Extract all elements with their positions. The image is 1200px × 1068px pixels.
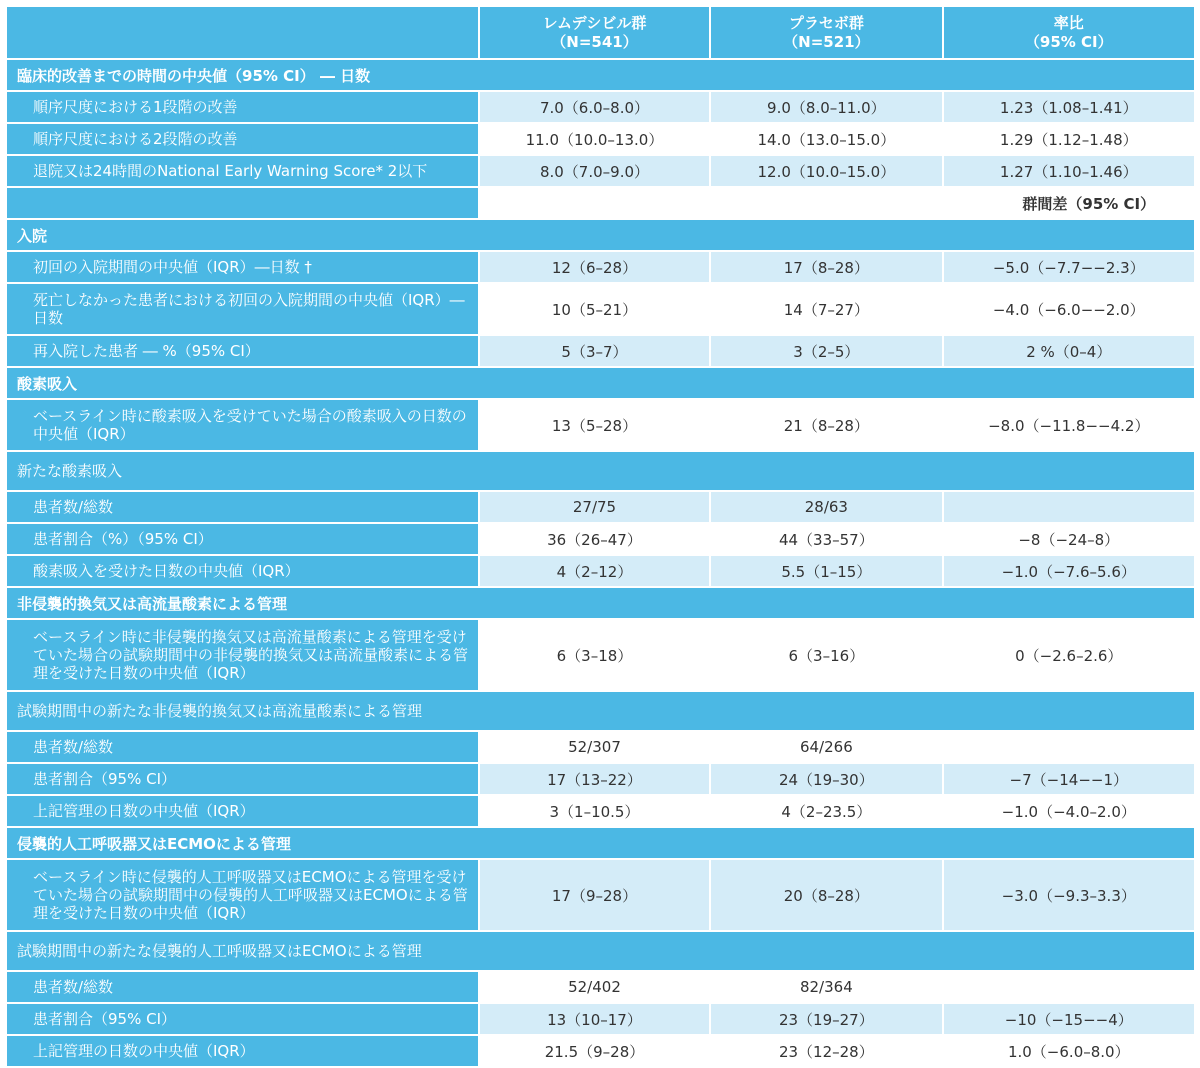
table-row xyxy=(7,1036,1194,1066)
row-label: 患者割合（95% CI） xyxy=(7,764,478,794)
section-title: 入院 xyxy=(7,220,1194,250)
table-row xyxy=(7,92,1194,122)
header-placebo-n: （N=521） xyxy=(783,32,870,51)
table-row xyxy=(7,732,1194,762)
header-rate-ratio xyxy=(944,7,1194,58)
remdesivir-value: 7.0（6.0–8.0） xyxy=(480,92,709,122)
placebo-value: 64/266 xyxy=(711,732,941,762)
row-label: 患者数/総数 xyxy=(7,732,478,762)
placebo-value: 24（19–30） xyxy=(711,764,941,794)
remdesivir-value: 36（26–47） xyxy=(480,524,709,554)
difference-value xyxy=(944,972,1194,1002)
placebo-value: 20（8–28） xyxy=(711,860,941,930)
table-row xyxy=(7,492,1194,522)
remdesivir-value: 12（6–28） xyxy=(480,252,709,282)
header-remdesivir-name: レムデシビル群 xyxy=(542,13,647,32)
difference-value: −4.0（−6.0−−2.0） xyxy=(944,284,1194,334)
row-label: 患者数/総数 xyxy=(7,972,478,1002)
subheading-row xyxy=(7,452,1194,490)
remdesivir-value: 3（1–10.5） xyxy=(480,796,709,826)
row-label: 再入院した患者 ― %（95% CI） xyxy=(7,336,478,366)
placebo-value: 44（33–57） xyxy=(711,524,941,554)
placebo-value: 23（12–28） xyxy=(711,1036,941,1066)
placebo-value: 17（8–28） xyxy=(711,252,941,282)
table-row xyxy=(7,336,1194,366)
remdesivir-value: 17（9–28） xyxy=(480,860,709,930)
row-label: 初回の入院期間の中央値（IQR）―日数 † xyxy=(7,252,478,282)
row-label: 患者割合（95% CI） xyxy=(7,1004,478,1034)
remdesivir-value: 13（10–17） xyxy=(480,1004,709,1034)
row-label: ベースライン時に酸素吸入を受けていた場合の酸素吸入の日数の中央値（IQR） xyxy=(7,400,478,450)
table-row xyxy=(7,400,1194,450)
section-row xyxy=(7,588,1194,618)
table-row xyxy=(7,860,1194,930)
subheading-label: 新たな酸素吸入 xyxy=(7,452,1194,490)
placebo-value: 82/364 xyxy=(711,972,941,1002)
table-row xyxy=(7,972,1194,1002)
section-title: 侵襲的人工呼吸器又はECMOによる管理 xyxy=(7,828,1194,858)
remdesivir-value: 27/75 xyxy=(480,492,709,522)
remdesivir-value: 13（5–28） xyxy=(480,400,709,450)
table-row xyxy=(7,764,1194,794)
difference-value: −1.0（−4.0–2.0） xyxy=(944,796,1194,826)
placebo-value: 21（8–28） xyxy=(711,400,941,450)
results-table xyxy=(5,5,1196,1068)
row-label: 酸素吸入を受けた日数の中央値（IQR） xyxy=(7,556,478,586)
remdesivir-value: 52/307 xyxy=(480,732,709,762)
remdesivir-value: 10（5–21） xyxy=(480,284,709,334)
placebo-value: 6（3–16） xyxy=(711,620,941,690)
subheading-label: 試験期間中の新たな非侵襲的換気又は高流量酸素による管理 xyxy=(7,692,1194,730)
section-row xyxy=(7,828,1194,858)
header-blank-cell xyxy=(7,7,478,58)
row-label: 死亡しなかった患者における初回の入院期間の中央値（IQR）―日数 xyxy=(7,284,478,334)
ratio-value: 1.29（1.12–1.48） xyxy=(944,124,1194,154)
section-row xyxy=(7,60,1194,90)
subheading-label: 試験期間中の新たな侵襲的人工呼吸器又はECMOによる管理 xyxy=(7,932,1194,970)
header-placebo xyxy=(711,7,941,58)
placebo-value: 5.5（1–15） xyxy=(711,556,941,586)
table-row xyxy=(7,252,1194,282)
placebo-value: 4（2–23.5） xyxy=(711,796,941,826)
difference-value: −10（−15−−4） xyxy=(944,1004,1194,1034)
section-row xyxy=(7,220,1194,250)
remdesivir-value: 11.0（10.0–13.0） xyxy=(480,124,709,154)
header-placebo-name: プラセボ群 xyxy=(788,13,864,32)
row-label: 順序尺度における1段階の改善 xyxy=(7,92,478,122)
empty-cell xyxy=(711,188,941,218)
header-ratio-name: 率比 xyxy=(1053,13,1084,32)
table-row xyxy=(7,620,1194,690)
difference-header: 群間差（95% CI） xyxy=(944,188,1194,218)
table-row xyxy=(7,796,1194,826)
section-title: 非侵襲的換気又は高流量酸素による管理 xyxy=(7,588,1194,618)
row-label: 上記管理の日数の中央値（IQR） xyxy=(7,796,478,826)
difference-value: −5.0（−7.7−−2.3） xyxy=(944,252,1194,282)
placebo-value: 23（19–27） xyxy=(711,1004,941,1034)
table-row xyxy=(7,124,1194,154)
section-row xyxy=(7,368,1194,398)
difference-value xyxy=(944,732,1194,762)
table-row xyxy=(7,524,1194,554)
ratio-value: 1.23（1.08–1.41） xyxy=(944,92,1194,122)
difference-value: −1.0（−7.6–5.6） xyxy=(944,556,1194,586)
header-ratio-ci: （95% CI） xyxy=(1024,32,1113,51)
table-row xyxy=(7,556,1194,586)
difference-value: −8（−24–8） xyxy=(944,524,1194,554)
placebo-value: 12.0（10.0–15.0） xyxy=(711,156,941,186)
placebo-value: 3（2–5） xyxy=(711,336,941,366)
placebo-value: 28/63 xyxy=(711,492,941,522)
difference-value: 0（−2.6–2.6） xyxy=(944,620,1194,690)
table-row xyxy=(7,284,1194,334)
section-title: 臨床的改善までの時間の中央値（95% CI） ― 日数 xyxy=(7,60,1194,90)
remdesivir-value: 17（13–22） xyxy=(480,764,709,794)
difference-value xyxy=(944,492,1194,522)
remdesivir-value: 52/402 xyxy=(480,972,709,1002)
section-title: 酸素吸入 xyxy=(7,368,1194,398)
row-label: ベースライン時に非侵襲的換気又は高流量酸素による管理を受けていた場合の試験期間中の非侵襲的換気又は高流量酸素による管理を受けた日数の中央値（IQR） xyxy=(7,620,478,690)
remdesivir-value: 4（2–12） xyxy=(480,556,709,586)
subheading-row xyxy=(7,932,1194,970)
ratio-value: 1.27（1.10–1.46） xyxy=(944,156,1194,186)
row-label: 患者数/総数 xyxy=(7,492,478,522)
results-table-container xyxy=(5,5,1196,1068)
placebo-value: 9.0（8.0–11.0） xyxy=(711,92,941,122)
row-label: 退院又は24時間のNational Early Warning Score* 2以下 xyxy=(7,156,478,186)
difference-value: 1.0（−6.0–8.0） xyxy=(944,1036,1194,1066)
remdesivir-value: 5（3–7） xyxy=(480,336,709,366)
difference-value: −7（−14−−1） xyxy=(944,764,1194,794)
header-remdesivir xyxy=(480,7,709,58)
difference-value: 2 %（0–4） xyxy=(944,336,1194,366)
placebo-value: 14（7–27） xyxy=(711,284,941,334)
remdesivir-value: 21.5（9–28） xyxy=(480,1036,709,1066)
row-label: 順序尺度における2段階の改善 xyxy=(7,124,478,154)
subheading-row xyxy=(7,692,1194,730)
row-label-empty xyxy=(7,188,478,218)
row-label: 患者割合（%）（95% CI） xyxy=(7,524,478,554)
table-row xyxy=(7,1004,1194,1034)
empty-cell xyxy=(480,188,709,218)
header-remdesivir-n: （N=541） xyxy=(551,32,638,51)
row-label: 上記管理の日数の中央値（IQR） xyxy=(7,1036,478,1066)
difference-value: −3.0（−9.3–3.3） xyxy=(944,860,1194,930)
row-label: ベースライン時に侵襲的人工呼吸器又はECMOによる管理を受けていた場合の試験期間中の侵襲的人工呼吸器又はECMOによる管理を受けた日数の中央値（IQR） xyxy=(7,860,478,930)
table-row xyxy=(7,156,1194,186)
remdesivir-value: 6（3–18） xyxy=(480,620,709,690)
placebo-value: 14.0（13.0–15.0） xyxy=(711,124,941,154)
difference-header-row xyxy=(7,188,1194,218)
remdesivir-value: 8.0（7.0–9.0） xyxy=(480,156,709,186)
header-row xyxy=(7,7,1194,58)
difference-value: −8.0（−11.8−−4.2） xyxy=(944,400,1194,450)
